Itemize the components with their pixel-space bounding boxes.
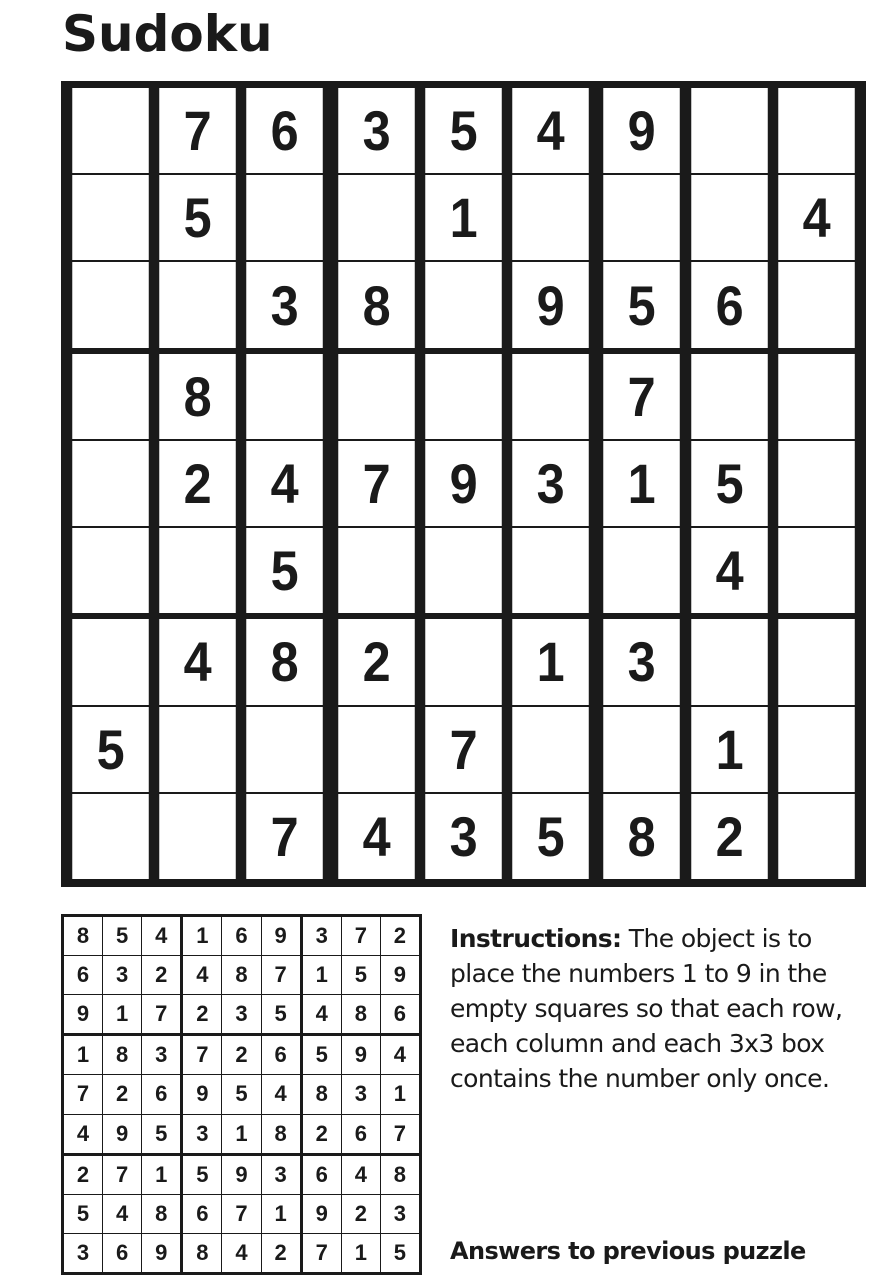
solution-cell-r3c8: 8	[342, 995, 380, 1033]
puzzle-cell-r9c2[interactable]	[159, 794, 236, 879]
puzzle-cell-r8c5[interactable]: 7	[425, 707, 502, 792]
solution-cell-r8c3: 8	[142, 1195, 180, 1233]
solution-cell-r2c1: 6	[64, 956, 102, 994]
puzzle-cell-r1c7[interactable]: 9	[604, 88, 681, 173]
solution-cell-r9c4: 8	[183, 1234, 221, 1272]
solution-cell-r2c8: 5	[342, 956, 380, 994]
puzzle-cell-r2c6[interactable]	[512, 175, 589, 260]
solution-cell-r1c6: 9	[262, 917, 300, 955]
solution-cell-r2c7: 1	[303, 956, 341, 994]
solution-cell-r7c7: 6	[303, 1156, 341, 1194]
solution-cell-r4c9: 4	[381, 1036, 419, 1074]
puzzle-cell-r3c2[interactable]	[159, 262, 236, 347]
solution-cell-r7c4: 5	[183, 1156, 221, 1194]
solution-cell-r7c3: 1	[142, 1156, 180, 1194]
solution-cell-r6c2: 9	[103, 1115, 141, 1153]
puzzle-cell-r6c5[interactable]	[425, 528, 502, 613]
solution-cell-r5c5: 5	[222, 1075, 260, 1113]
solution-cell-r6c6: 8	[262, 1115, 300, 1153]
solution-cell-r5c4: 9	[183, 1075, 221, 1113]
puzzle-cell-r3c8[interactable]: 6	[691, 262, 768, 347]
puzzle-cell-r7c7[interactable]: 3	[604, 619, 681, 704]
puzzle-cell-r1c4[interactable]: 3	[338, 88, 415, 173]
solution-cell-r1c2: 5	[103, 917, 141, 955]
solution-cell-r7c8: 4	[342, 1156, 380, 1194]
solution-cell-r6c9: 7	[381, 1115, 419, 1153]
puzzle-cell-r6c3[interactable]: 5	[247, 528, 324, 613]
puzzle-cell-r9c1[interactable]	[72, 794, 149, 879]
puzzle-cell-r7c9[interactable]	[778, 619, 855, 704]
puzzle-cell-r6c6[interactable]	[512, 528, 589, 613]
solution-cell-r7c5: 9	[222, 1156, 260, 1194]
puzzle-cell-r4c4[interactable]	[338, 354, 415, 439]
solution-cell-r3c3: 7	[142, 995, 180, 1033]
puzzle-cell-r9c8[interactable]: 2	[691, 794, 768, 879]
solution-cell-r9c6: 2	[262, 1234, 300, 1272]
puzzle-cell-r5c6[interactable]: 3	[512, 441, 589, 526]
puzzle-cell-r8c9[interactable]	[778, 707, 855, 792]
puzzle-cell-r4c5[interactable]	[425, 354, 502, 439]
solution-cell-r8c7: 9	[303, 1195, 341, 1233]
puzzle-cell-r8c8[interactable]: 1	[691, 707, 768, 792]
solution-cell-r2c3: 2	[142, 956, 180, 994]
puzzle-cell-r2c1[interactable]	[72, 175, 149, 260]
puzzle-cell-r6c2[interactable]	[159, 528, 236, 613]
solution-cell-r3c2: 1	[103, 995, 141, 1033]
solution-cell-r1c4: 1	[183, 917, 221, 955]
sudoku-puzzle-grid	[61, 81, 866, 887]
puzzle-cell-r1c6[interactable]: 4	[512, 88, 589, 173]
solution-cell-r7c6: 3	[262, 1156, 300, 1194]
puzzle-cell-r2c7[interactable]	[604, 175, 681, 260]
puzzle-cell-r1c1[interactable]	[72, 88, 149, 173]
puzzle-cell-r5c2[interactable]: 2	[159, 441, 236, 526]
solution-cell-r1c3: 4	[142, 917, 180, 955]
puzzle-cell-r8c3[interactable]	[247, 707, 324, 792]
solution-cell-r9c3: 9	[142, 1234, 180, 1272]
solution-cell-r6c8: 6	[342, 1115, 380, 1153]
puzzle-cell-r1c8[interactable]	[691, 88, 768, 173]
puzzle-cell-r1c2[interactable]: 7	[159, 88, 236, 173]
puzzle-cell-r8c6[interactable]	[512, 707, 589, 792]
puzzle-cell-r9c6[interactable]: 5	[512, 794, 589, 879]
puzzle-cell-r9c9[interactable]	[778, 794, 855, 879]
solution-cell-r5c1: 7	[64, 1075, 102, 1113]
puzzle-cell-r9c7[interactable]: 8	[604, 794, 681, 879]
solution-cell-r8c8: 2	[342, 1195, 380, 1233]
puzzle-cell-r3c3[interactable]: 3	[247, 262, 324, 347]
puzzle-cell-r8c1[interactable]: 5	[72, 707, 149, 792]
puzzle-cell-r3c4[interactable]: 8	[338, 262, 415, 347]
puzzle-cell-r7c8[interactable]	[691, 619, 768, 704]
solution-cell-r2c4: 4	[183, 956, 221, 994]
solution-cell-r4c5: 2	[222, 1036, 260, 1074]
page-title: Sudoku	[62, 5, 273, 63]
solution-cell-r9c8: 1	[342, 1234, 380, 1272]
puzzle-cell-r4c2[interactable]: 8	[159, 354, 236, 439]
solution-cell-r4c6: 6	[262, 1036, 300, 1074]
solution-cell-r1c9: 2	[381, 917, 419, 955]
puzzle-cell-r2c4[interactable]	[338, 175, 415, 260]
solution-cell-r4c7: 5	[303, 1036, 341, 1074]
puzzle-cell-r7c6[interactable]: 1	[512, 619, 589, 704]
solution-cell-r6c1: 4	[64, 1115, 102, 1153]
puzzle-cell-r8c4[interactable]	[338, 707, 415, 792]
solution-cell-r3c4: 2	[183, 995, 221, 1033]
puzzle-cell-r5c1[interactable]	[72, 441, 149, 526]
solution-cell-r8c1: 5	[64, 1195, 102, 1233]
puzzle-cell-r6c4[interactable]	[338, 528, 415, 613]
answers-caption: Answers to previous puzzle	[450, 1237, 806, 1265]
solution-cell-r8c2: 4	[103, 1195, 141, 1233]
puzzle-cell-r3c1[interactable]	[72, 262, 149, 347]
solution-cell-r7c1: 2	[64, 1156, 102, 1194]
puzzle-cell-r4c8[interactable]	[691, 354, 768, 439]
puzzle-cell-r1c9[interactable]	[778, 88, 855, 173]
puzzle-cell-r7c4[interactable]: 2	[338, 619, 415, 704]
puzzle-cell-r7c5[interactable]	[425, 619, 502, 704]
puzzle-cell-r5c9[interactable]	[778, 441, 855, 526]
solution-cell-r6c7: 2	[303, 1115, 341, 1153]
instructions-text	[450, 921, 850, 1096]
puzzle-cell-r5c8[interactable]: 5	[691, 441, 768, 526]
solution-cell-r7c2: 7	[103, 1156, 141, 1194]
solution-cell-r2c2: 3	[103, 956, 141, 994]
solution-cell-r6c5: 1	[222, 1115, 260, 1153]
puzzle-cell-r6c7[interactable]	[604, 528, 681, 613]
puzzle-cell-r9c5[interactable]: 3	[425, 794, 502, 879]
puzzle-cell-r1c5[interactable]: 5	[425, 88, 502, 173]
solution-cell-r9c7: 7	[303, 1234, 341, 1272]
solution-cell-r5c3: 6	[142, 1075, 180, 1113]
puzzle-cell-r3c6[interactable]: 9	[512, 262, 589, 347]
solution-cell-r5c2: 2	[103, 1075, 141, 1113]
puzzle-cell-r3c9[interactable]	[778, 262, 855, 347]
puzzle-cell-r5c7[interactable]: 1	[604, 441, 681, 526]
puzzle-cell-r2c3[interactable]	[247, 175, 324, 260]
puzzle-cell-r2c2[interactable]: 5	[159, 175, 236, 260]
solution-cell-r4c4: 7	[183, 1036, 221, 1074]
solution-cell-r2c9: 9	[381, 956, 419, 994]
instructions-label: Instructions:	[450, 924, 622, 953]
puzzle-cell-r6c1[interactable]	[72, 528, 149, 613]
puzzle-cell-r2c5[interactable]: 1	[425, 175, 502, 260]
solution-cell-r1c1: 8	[64, 917, 102, 955]
puzzle-cell-r4c3[interactable]	[247, 354, 324, 439]
solution-cell-r5c8: 3	[342, 1075, 380, 1113]
puzzle-cell-r9c4[interactable]: 4	[338, 794, 415, 879]
puzzle-cell-r7c2[interactable]: 4	[159, 619, 236, 704]
solution-cell-r3c5: 3	[222, 995, 260, 1033]
solution-cell-r3c6: 5	[262, 995, 300, 1033]
solution-cell-r4c8: 9	[342, 1036, 380, 1074]
solution-cell-r4c3: 3	[142, 1036, 180, 1074]
solution-cell-r6c3: 5	[142, 1115, 180, 1153]
solution-cell-r3c1: 9	[64, 995, 102, 1033]
solution-cell-r7c9: 8	[381, 1156, 419, 1194]
solution-cell-r8c4: 6	[183, 1195, 221, 1233]
instructions-body: The object is to place the numbers 1 to 9 in the empty squares so that each row, each column and each 3x3 box contains the number only once.	[450, 924, 843, 1093]
puzzle-cell-r5c3[interactable]: 4	[247, 441, 324, 526]
puzzle-cell-r8c7[interactable]	[604, 707, 681, 792]
puzzle-cell-r2c9[interactable]: 4	[778, 175, 855, 260]
solution-cell-r2c5: 8	[222, 956, 260, 994]
puzzle-cell-r5c4[interactable]: 7	[338, 441, 415, 526]
previous-solution-grid	[61, 914, 422, 1275]
puzzle-cell-r9c3[interactable]: 7	[247, 794, 324, 879]
solution-cell-r5c9: 1	[381, 1075, 419, 1113]
solution-cell-r8c6: 1	[262, 1195, 300, 1233]
puzzle-cell-r4c6[interactable]	[512, 354, 589, 439]
puzzle-cell-r3c7[interactable]: 5	[604, 262, 681, 347]
puzzle-cell-r4c7[interactable]: 7	[604, 354, 681, 439]
solution-cell-r5c6: 4	[262, 1075, 300, 1113]
solution-cell-r1c5: 6	[222, 917, 260, 955]
puzzle-cell-r8c2[interactable]	[159, 707, 236, 792]
puzzle-cell-r3c5[interactable]	[425, 262, 502, 347]
puzzle-cell-r5c5[interactable]: 9	[425, 441, 502, 526]
solution-cell-r6c4: 3	[183, 1115, 221, 1153]
puzzle-cell-r1c3[interactable]: 6	[247, 88, 324, 173]
puzzle-cell-r4c1[interactable]	[72, 354, 149, 439]
solution-cell-r4c1: 1	[64, 1036, 102, 1074]
solution-cell-r9c5: 4	[222, 1234, 260, 1272]
solution-cell-r9c9: 5	[381, 1234, 419, 1272]
solution-cell-r9c1: 3	[64, 1234, 102, 1272]
solution-cell-r2c6: 7	[262, 956, 300, 994]
solution-cell-r5c7: 8	[303, 1075, 341, 1113]
puzzle-cell-r6c9[interactable]	[778, 528, 855, 613]
solution-cell-r1c7: 3	[303, 917, 341, 955]
solution-cell-r4c2: 8	[103, 1036, 141, 1074]
puzzle-cell-r6c8[interactable]: 4	[691, 528, 768, 613]
solution-cell-r1c8: 7	[342, 917, 380, 955]
solution-cell-r8c5: 7	[222, 1195, 260, 1233]
solution-cell-r3c9: 6	[381, 995, 419, 1033]
solution-cell-r9c2: 6	[103, 1234, 141, 1272]
puzzle-cell-r7c1[interactable]	[72, 619, 149, 704]
solution-cell-r8c9: 3	[381, 1195, 419, 1233]
puzzle-cell-r2c8[interactable]	[691, 175, 768, 260]
puzzle-cell-r7c3[interactable]: 8	[247, 619, 324, 704]
puzzle-cell-r4c9[interactable]	[778, 354, 855, 439]
solution-cell-r3c7: 4	[303, 995, 341, 1033]
